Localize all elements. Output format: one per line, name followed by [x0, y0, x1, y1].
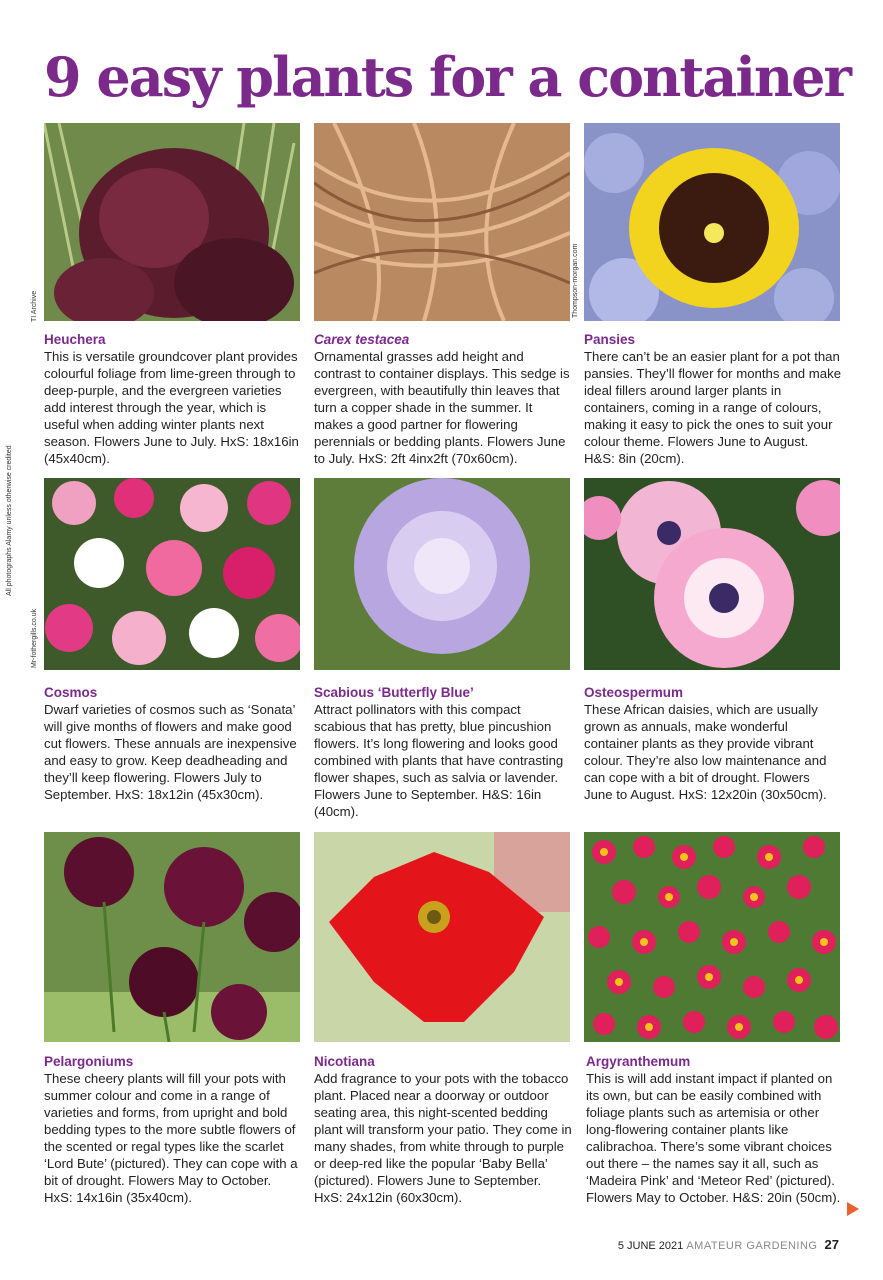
photo-credit-alamy: All photographs Alamy unless otherwise credited	[6, 445, 13, 596]
plant-description-argyranthemum: This is will add instant impact if planted on its own, but can be easily combined with foliage plants such as artemisia or other long-flowering container plants like calibrachoa. There’s some vibrant choices out there – the names say it all, such as ‘Madeira Pink’ and ‘Meteor Red’ (pictured). Flowers May to October. H&S: 20in (50cm).	[586, 1071, 841, 1205]
photo-credit-fothergills: Mr-fothergills.co.uk	[31, 608, 38, 668]
scabious-photo	[314, 478, 570, 670]
plant-title-heuchera: Heuchera	[44, 332, 106, 347]
plant-title-cosmos: Cosmos	[44, 685, 98, 700]
cosmos-photo	[44, 478, 300, 670]
plant-title-pansies: Pansies	[584, 332, 636, 347]
argyranthemum-photo	[584, 832, 840, 1042]
photo-credit-thompson: Thompson-morgan.com	[572, 243, 579, 318]
osteospermum-photo	[584, 478, 840, 670]
footer-magazine: AMATEUR GARDENING	[686, 1240, 818, 1252]
pansies-photo	[584, 123, 840, 321]
plant-description-carex: Ornamental grasses add height and contrast to container displays. This sedge is evergreen, with beautifully thin leaves that turn a copper shade in the summer. It makes a good partner for flowering perennials or bedding plants. Flowers June to July. HxS: 2ft 4inx2ft (70x60cm).	[314, 349, 570, 466]
page-number: 27	[824, 1237, 839, 1252]
plant-description-pansies: There can’t be an easier plant for a pot than pansies. They’ll flower for months and make ideal fillers around larger plants in containers, coming in a range of colours, making it easy to pick the ones to suit your colour theme. Flowers June to August. H&S: 8in (20cm).	[584, 349, 842, 466]
plant-description-pelargoniums: These cheery plants will fill your pots with summer colour and come in a range of varieties and forms, from upright and bold bedding types to the more subtle flowers of the scented or regal types like the scarlet ‘Lord Bute’ (pictured). They can cope with a bit of drought. Flowers May to October. HxS: 14x16in (35x40cm).	[44, 1071, 298, 1205]
plant-title-osteospermum: Osteospermum	[584, 685, 684, 700]
carex-photo	[314, 123, 570, 321]
page-title: 9 easy plants for a container	[44, 45, 850, 109]
plant-title-carex: Carex testacea	[314, 332, 410, 347]
nicotiana-photo	[314, 832, 570, 1042]
footer-date: 5 JUNE 2021	[617, 1240, 684, 1252]
continue-arrow-icon	[847, 1202, 859, 1216]
page-footer	[618, 1237, 839, 1252]
plant-description-osteospermum: These African daisies, which are usually grown as annuals, make wonderful container plants as they provide vibrant colour. They’re also low maintenance and can cope with a bit of drought. Flowers June to August. HxS: 12x20in (30x50cm).	[584, 702, 827, 802]
plant-description-nicotiana: Add fragrance to your pots with the tobacco plant. Placed near a doorway or outdoor seating area, this night-scented bedding plant will transform your patio. They come in many shades, from white through to purple or deep-red like the popular ‘Baby Bella’ (pictured). Flowers June to September. HxS: 24x12in (60x30cm).	[314, 1071, 572, 1205]
heuchera-photo	[44, 123, 300, 321]
plant-title-pelargoniums: Pelargoniums	[44, 1054, 134, 1069]
plant-description-heuchera: This is versatile groundcover plant provides colourful foliage from lime-green through to deep-purple, and the evergreen varieties add interest through the year, which is useful when adding winter plants next season. Flowers June to July. HxS: 18x16in (45x40cm).	[44, 349, 299, 466]
plant-title-nicotiana: Nicotiana	[314, 1054, 375, 1069]
pelargoniums-photo	[44, 832, 300, 1042]
plant-description-cosmos: Dwarf varieties of cosmos such as ‘Sonata’ will give months of flowers and make good cut flowers. These annuals are inexpensive and easy to grow. Keep deadheading and they’ll keep flowering. Flowers July to September. HxS: 18x12in (45x30cm).	[44, 702, 297, 802]
plant-title-argyranthemum: Argyranthemum	[586, 1054, 691, 1069]
plant-title-scabious: Scabious ‘Butterfly Blue’	[314, 685, 474, 700]
plant-description-scabious: Attract pollinators with this compact scabious that has pretty, blue pincushion flowers. It’s long flowering and looks good combined with plants that have contrasting flower shapes, such as salvia or lavender. Flowers June to September. H&S: 16in (40cm).	[314, 702, 564, 819]
photo-credit-ti-archive: TI Archive	[31, 290, 38, 322]
